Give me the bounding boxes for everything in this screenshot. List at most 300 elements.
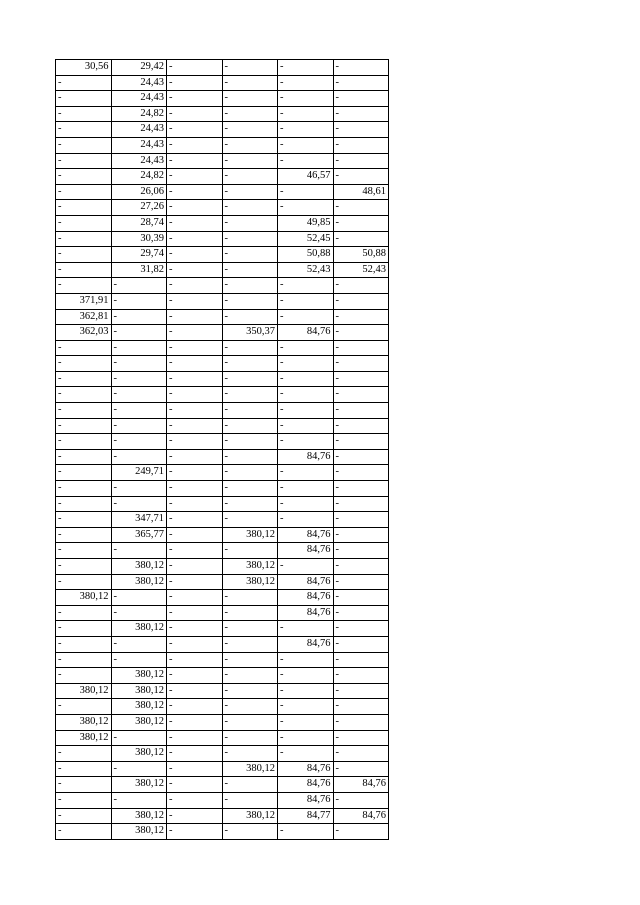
table-cell: 24,43	[111, 153, 167, 169]
table-cell: 380,12	[111, 621, 167, 637]
table-cell: -	[333, 169, 389, 185]
table-cell: -	[222, 403, 278, 419]
table-cell: -	[56, 636, 112, 652]
table-row	[56, 527, 389, 543]
table-cell: -	[111, 418, 167, 434]
table-cell: 380,12	[111, 559, 167, 575]
table-cell: -	[333, 668, 389, 684]
table-cell: -	[222, 418, 278, 434]
table-cell: -	[56, 75, 112, 91]
table-cell: -	[56, 621, 112, 637]
table-cell: -	[222, 465, 278, 481]
table-cell: -	[278, 340, 334, 356]
table-cell: -	[333, 215, 389, 231]
table-cell: -	[56, 371, 112, 387]
table-cell: -	[278, 481, 334, 497]
table-row	[56, 106, 389, 122]
table-row	[56, 824, 389, 840]
table-cell: -	[167, 574, 223, 590]
table-cell: -	[56, 418, 112, 434]
table-row	[56, 215, 389, 231]
table-cell: -	[222, 75, 278, 91]
table-cell: 84,76	[333, 777, 389, 793]
table-cell: 24,43	[111, 122, 167, 138]
table-cell: -	[56, 215, 112, 231]
table-cell: -	[167, 106, 223, 122]
table-cell: -	[56, 792, 112, 808]
table-row	[56, 262, 389, 278]
table-cell: 24,43	[111, 137, 167, 153]
table-cell: -	[333, 340, 389, 356]
table-cell: 380,12	[222, 808, 278, 824]
table-row	[56, 605, 389, 621]
table-cell: 52,43	[333, 262, 389, 278]
table-cell: -	[111, 605, 167, 621]
table-cell: -	[333, 418, 389, 434]
table-cell: -	[167, 122, 223, 138]
table-cell: -	[222, 496, 278, 512]
table-cell: -	[111, 543, 167, 559]
table-row	[56, 449, 389, 465]
table-cell: 380,12	[222, 559, 278, 575]
table-cell: -	[56, 481, 112, 497]
table-cell: -	[222, 91, 278, 107]
table-row	[56, 169, 389, 185]
table-cell: -	[111, 293, 167, 309]
table-cell: -	[111, 309, 167, 325]
table-cell: -	[167, 387, 223, 403]
table-cell: -	[56, 122, 112, 138]
table-cell: 380,12	[111, 777, 167, 793]
table-cell: 26,06	[111, 184, 167, 200]
table-cell: -	[333, 293, 389, 309]
table-cell: 380,12	[56, 714, 112, 730]
table-cell: -	[222, 293, 278, 309]
table-cell: -	[167, 153, 223, 169]
table-cell: 380,12	[56, 590, 112, 606]
table-cell: -	[333, 434, 389, 450]
table-cell: -	[111, 481, 167, 497]
table-cell: -	[278, 621, 334, 637]
table-row	[56, 200, 389, 216]
table-cell: -	[222, 122, 278, 138]
table-cell: -	[333, 559, 389, 575]
table-cell: -	[222, 714, 278, 730]
table-cell: -	[222, 590, 278, 606]
data-table	[55, 59, 389, 840]
table-row	[56, 559, 389, 575]
table-cell: 380,12	[111, 714, 167, 730]
table-cell: -	[222, 247, 278, 263]
table-cell: -	[333, 231, 389, 247]
table-cell: 52,45	[278, 231, 334, 247]
table-cell: -	[222, 60, 278, 76]
table-cell: 84,76	[278, 449, 334, 465]
table-row	[56, 481, 389, 497]
table-cell: 380,12	[111, 683, 167, 699]
table-cell: -	[333, 652, 389, 668]
table-cell: -	[278, 137, 334, 153]
table-cell: -	[111, 590, 167, 606]
table-row	[56, 714, 389, 730]
table-cell: 84,76	[278, 761, 334, 777]
table-row	[56, 683, 389, 699]
table-cell: 46,57	[278, 169, 334, 185]
table-cell: -	[222, 169, 278, 185]
table-cell: -	[333, 137, 389, 153]
table-cell: 380,12	[111, 668, 167, 684]
table-cell: 29,74	[111, 247, 167, 263]
table-cell: -	[56, 543, 112, 559]
table-cell: -	[56, 153, 112, 169]
table-cell: 24,82	[111, 106, 167, 122]
table-cell: -	[56, 387, 112, 403]
table-cell: -	[167, 215, 223, 231]
table-cell: -	[278, 106, 334, 122]
table-cell: -	[222, 309, 278, 325]
table-cell: -	[56, 761, 112, 777]
table-cell: -	[167, 418, 223, 434]
table-cell: -	[333, 714, 389, 730]
table-row	[56, 231, 389, 247]
table-cell: -	[278, 75, 334, 91]
table-cell: -	[56, 746, 112, 762]
table-cell: -	[333, 543, 389, 559]
table-cell: 84,76	[278, 590, 334, 606]
table-cell: -	[222, 652, 278, 668]
table-cell: -	[333, 605, 389, 621]
table-cell: -	[278, 387, 334, 403]
table-cell: -	[111, 403, 167, 419]
table-cell: 29,42	[111, 60, 167, 76]
table-cell: 380,12	[111, 746, 167, 762]
table-cell: 84,76	[278, 605, 334, 621]
table-cell: -	[222, 481, 278, 497]
table-cell: -	[278, 434, 334, 450]
table-cell: -	[278, 824, 334, 840]
table-cell: -	[333, 75, 389, 91]
table-row	[56, 761, 389, 777]
table-cell: 84,76	[278, 325, 334, 341]
table-cell: -	[278, 652, 334, 668]
table-cell: -	[56, 496, 112, 512]
table-cell: -	[167, 761, 223, 777]
table-cell: -	[167, 340, 223, 356]
table-row	[56, 153, 389, 169]
table-cell: 84,76	[278, 792, 334, 808]
table-cell: -	[222, 340, 278, 356]
table-cell: -	[278, 122, 334, 138]
table-cell: 380,12	[111, 699, 167, 715]
table-cell: -	[167, 449, 223, 465]
table-row	[56, 621, 389, 637]
table-row	[56, 465, 389, 481]
table-row	[56, 746, 389, 762]
table-row	[56, 418, 389, 434]
table-cell: -	[56, 699, 112, 715]
data-table-body	[56, 60, 389, 840]
table-cell: -	[167, 543, 223, 559]
table-row	[56, 91, 389, 107]
table-cell: -	[278, 512, 334, 528]
table-cell: -	[278, 746, 334, 762]
table-cell: -	[56, 605, 112, 621]
table-cell: -	[167, 652, 223, 668]
table-cell: -	[222, 184, 278, 200]
table-cell: -	[222, 449, 278, 465]
table-cell: -	[278, 278, 334, 294]
table-cell: -	[167, 746, 223, 762]
table-cell: 365,77	[111, 527, 167, 543]
table-row	[56, 730, 389, 746]
table-cell: -	[333, 106, 389, 122]
table-cell: -	[167, 621, 223, 637]
table-cell: 24,82	[111, 169, 167, 185]
table-cell: -	[222, 278, 278, 294]
table-row	[56, 792, 389, 808]
table-cell: -	[167, 371, 223, 387]
table-cell: -	[111, 356, 167, 372]
table-cell: -	[333, 574, 389, 590]
table-cell: -	[222, 605, 278, 621]
table-cell: 28,74	[111, 215, 167, 231]
table-cell: -	[56, 403, 112, 419]
table-cell: -	[167, 169, 223, 185]
table-cell: -	[222, 215, 278, 231]
table-cell: -	[278, 293, 334, 309]
table-cell: 84,76	[278, 636, 334, 652]
table-cell: -	[222, 153, 278, 169]
table-cell: -	[222, 356, 278, 372]
table-cell: -	[167, 636, 223, 652]
table-cell: -	[333, 512, 389, 528]
table-cell: 380,12	[111, 808, 167, 824]
table-cell: -	[333, 403, 389, 419]
table-cell: -	[56, 137, 112, 153]
table-cell: -	[167, 356, 223, 372]
table-cell: -	[222, 699, 278, 715]
table-cell: -	[222, 543, 278, 559]
table-cell: -	[222, 371, 278, 387]
table-cell: 31,82	[111, 262, 167, 278]
table-cell: -	[333, 590, 389, 606]
table-row	[56, 325, 389, 341]
table-cell: 50,88	[278, 247, 334, 263]
table-cell: -	[167, 262, 223, 278]
table-cell: 380,12	[56, 683, 112, 699]
table-cell: -	[333, 465, 389, 481]
table-cell: -	[167, 512, 223, 528]
table-cell: -	[167, 699, 223, 715]
table-cell: -	[333, 449, 389, 465]
table-cell: -	[222, 824, 278, 840]
table-cell: 371,91	[56, 293, 112, 309]
table-cell: -	[56, 340, 112, 356]
table-cell: -	[333, 325, 389, 341]
table-row	[56, 574, 389, 590]
table-cell: -	[111, 278, 167, 294]
table-cell: -	[333, 621, 389, 637]
table-cell: -	[167, 91, 223, 107]
table-cell: 380,12	[111, 574, 167, 590]
table-cell: -	[167, 75, 223, 91]
table-cell: -	[56, 777, 112, 793]
table-cell: -	[111, 340, 167, 356]
table-cell: 380,12	[111, 824, 167, 840]
table-cell: -	[333, 636, 389, 652]
table-cell: -	[222, 746, 278, 762]
table-cell: -	[167, 278, 223, 294]
table-cell: -	[278, 153, 334, 169]
table-cell: -	[111, 371, 167, 387]
table-cell: -	[111, 325, 167, 341]
table-cell: -	[278, 668, 334, 684]
table-cell: 24,43	[111, 91, 167, 107]
table-cell: 380,12	[56, 730, 112, 746]
table-cell: -	[56, 527, 112, 543]
table-cell: -	[167, 496, 223, 512]
table-cell: -	[278, 356, 334, 372]
table-cell: -	[333, 481, 389, 497]
table-cell: -	[222, 106, 278, 122]
table-cell: -	[333, 91, 389, 107]
table-cell: -	[56, 574, 112, 590]
table-cell: -	[167, 403, 223, 419]
table-cell: -	[56, 652, 112, 668]
table-cell: -	[111, 449, 167, 465]
table-cell: -	[278, 465, 334, 481]
table-cell: -	[333, 356, 389, 372]
table-cell: -	[167, 527, 223, 543]
table-cell: -	[222, 200, 278, 216]
table-cell: -	[167, 184, 223, 200]
table-row	[56, 387, 389, 403]
table-cell: -	[167, 293, 223, 309]
table-cell: -	[56, 434, 112, 450]
table-cell: -	[56, 668, 112, 684]
table-cell: -	[278, 730, 334, 746]
table-row	[56, 184, 389, 200]
table-cell: -	[167, 60, 223, 76]
table-cell: 249,71	[111, 465, 167, 481]
table-cell: -	[333, 496, 389, 512]
table-cell: -	[167, 714, 223, 730]
table-row	[56, 75, 389, 91]
table-cell: 350,37	[222, 325, 278, 341]
table-cell: -	[167, 200, 223, 216]
table-cell: -	[222, 434, 278, 450]
table-cell: -	[167, 247, 223, 263]
table-cell: -	[222, 730, 278, 746]
table-cell: -	[222, 262, 278, 278]
table-cell: -	[56, 169, 112, 185]
table-cell: -	[222, 777, 278, 793]
table-cell: -	[56, 91, 112, 107]
table-cell: -	[56, 559, 112, 575]
table-cell: -	[222, 621, 278, 637]
table-cell: -	[278, 60, 334, 76]
table-cell: -	[333, 730, 389, 746]
table-cell: -	[111, 652, 167, 668]
table-cell: 50,88	[333, 247, 389, 263]
table-row	[56, 699, 389, 715]
table-cell: -	[333, 122, 389, 138]
table-cell: -	[222, 512, 278, 528]
table-cell: -	[111, 792, 167, 808]
table-cell: -	[333, 527, 389, 543]
table-cell: -	[278, 91, 334, 107]
table-cell: -	[167, 481, 223, 497]
table-cell: -	[222, 683, 278, 699]
table-cell: -	[333, 824, 389, 840]
table-row	[56, 668, 389, 684]
table-cell: -	[278, 699, 334, 715]
table-row	[56, 340, 389, 356]
table-row	[56, 777, 389, 793]
table-cell: -	[222, 387, 278, 403]
table-cell: -	[56, 200, 112, 216]
table-cell: -	[278, 371, 334, 387]
table-cell: -	[278, 200, 334, 216]
table-row	[56, 137, 389, 153]
table-cell: 30,56	[56, 60, 112, 76]
table-cell: -	[111, 387, 167, 403]
table-row	[56, 356, 389, 372]
table-cell: -	[167, 137, 223, 153]
table-cell: -	[167, 559, 223, 575]
table-cell: -	[278, 683, 334, 699]
table-cell: -	[222, 792, 278, 808]
table-cell: 84,76	[278, 527, 334, 543]
table-row	[56, 434, 389, 450]
table-cell: 380,12	[222, 761, 278, 777]
table-cell: -	[167, 434, 223, 450]
table-cell: -	[167, 824, 223, 840]
table-cell: -	[167, 231, 223, 247]
table-cell: -	[333, 60, 389, 76]
table-row	[56, 543, 389, 559]
table-cell: -	[278, 559, 334, 575]
table-cell: -	[56, 824, 112, 840]
table-cell: -	[167, 792, 223, 808]
table-cell: 84,76	[278, 777, 334, 793]
table-cell: 52,43	[278, 262, 334, 278]
table-cell: -	[56, 512, 112, 528]
table-row	[56, 309, 389, 325]
table-cell: -	[278, 184, 334, 200]
table-cell: -	[56, 278, 112, 294]
table-cell: -	[222, 636, 278, 652]
table-cell: 84,76	[278, 543, 334, 559]
table-row	[56, 293, 389, 309]
table-cell: -	[56, 231, 112, 247]
table-cell: -	[56, 465, 112, 481]
table-cell: -	[278, 418, 334, 434]
table-cell: 380,12	[222, 574, 278, 590]
table-cell: -	[56, 247, 112, 263]
table-cell: -	[333, 683, 389, 699]
table-cell: 24,43	[111, 75, 167, 91]
table-row	[56, 496, 389, 512]
table-cell: -	[111, 496, 167, 512]
table-cell: 27,26	[111, 200, 167, 216]
table-cell: 84,76	[278, 574, 334, 590]
table-cell: -	[333, 309, 389, 325]
table-cell: -	[167, 808, 223, 824]
table-row	[56, 590, 389, 606]
table-cell: -	[56, 184, 112, 200]
table-cell: -	[167, 777, 223, 793]
